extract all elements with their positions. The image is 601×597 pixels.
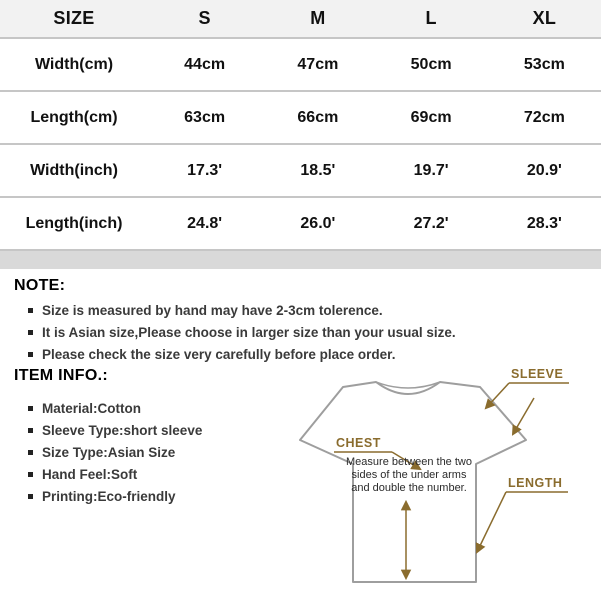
- length-arrow-icon: [477, 492, 506, 552]
- cell-value: 44cm: [184, 55, 226, 73]
- bullet-square-icon: [28, 450, 33, 455]
- column-header-l: L: [425, 8, 437, 28]
- bullet-square-icon: [28, 352, 33, 357]
- sleeve-arrow-icon: [486, 383, 509, 408]
- cell-value: 72cm: [523, 108, 565, 126]
- column-header-s: S: [198, 8, 211, 28]
- table-row: [0, 198, 601, 251]
- cell-value: 50cm: [410, 55, 452, 73]
- note-item-text: Please check the size very carefully before place order.: [42, 346, 396, 362]
- bullet-square-icon: [28, 330, 33, 335]
- table-row: [0, 145, 601, 198]
- item-info-text: Size Type:Asian Size: [42, 444, 176, 460]
- item-info-item: [28, 397, 202, 419]
- cell-value: 17.3': [187, 161, 223, 179]
- item-info-item: [28, 441, 202, 463]
- chest-label: CHEST: [336, 436, 381, 450]
- cell-value: 18.5': [300, 161, 336, 179]
- sleeve-arrow-icon: [513, 398, 534, 434]
- row-label: Width(inch): [30, 161, 118, 179]
- item-info-item: [28, 463, 202, 485]
- note-item: [28, 321, 456, 343]
- table-header-row: [0, 0, 601, 39]
- bullet-square-icon: [28, 406, 33, 411]
- cell-value: 20.9': [526, 161, 562, 179]
- note-item-text: It is Asian size,Please choose in larger size than your usual size.: [42, 324, 456, 340]
- table-row: [0, 92, 601, 145]
- item-info-list: [28, 397, 202, 507]
- measure-note: Measure between the two sides of the under arms and double the number.: [346, 456, 472, 494]
- column-header-xl: XL: [532, 8, 557, 28]
- item-info-text: Sleeve Type:short sleeve: [42, 422, 203, 438]
- column-header-size: SIZE: [53, 8, 95, 28]
- tshirt-diagram: [268, 352, 601, 597]
- item-info-text: Material:Cotton: [42, 400, 141, 416]
- cell-value: 63cm: [184, 108, 226, 126]
- cell-value: 26.0': [300, 214, 336, 232]
- cell-value: 27.2': [413, 214, 449, 232]
- cell-value: 53cm: [523, 55, 565, 73]
- length-label: LENGTH: [508, 476, 563, 490]
- cell-value: 66cm: [297, 108, 339, 126]
- cell-value: 69cm: [410, 108, 452, 126]
- row-label: Length(inch): [25, 214, 123, 232]
- note-title: NOTE:: [14, 277, 66, 294]
- size-table: [0, 0, 601, 269]
- cell-value: 47cm: [297, 55, 339, 73]
- row-label: Width(cm): [34, 55, 114, 73]
- cell-value: 19.7': [413, 161, 449, 179]
- bullet-square-icon: [28, 494, 33, 499]
- bullet-square-icon: [28, 308, 33, 313]
- note-item: [28, 299, 456, 321]
- cell-value: 28.3': [526, 214, 562, 232]
- cell-value: 24.8': [187, 214, 223, 232]
- bullet-square-icon: [28, 428, 33, 433]
- column-header-m: M: [310, 8, 326, 28]
- item-info-item: [28, 485, 202, 507]
- item-info-title: ITEM INFO.:: [14, 367, 108, 384]
- item-info-text: Printing:Eco-friendly: [42, 488, 176, 504]
- note-item-text: Size is measured by hand may have 2-3cm tolerence.: [42, 302, 383, 318]
- item-info-item: [28, 419, 202, 441]
- table-row: [0, 39, 601, 92]
- sleeve-label: SLEEVE: [511, 367, 564, 381]
- bullet-square-icon: [28, 472, 33, 477]
- row-label: Length(cm): [30, 108, 118, 126]
- table-bottom-divider: [0, 251, 601, 269]
- item-info-text: Hand Feel:Soft: [42, 466, 138, 482]
